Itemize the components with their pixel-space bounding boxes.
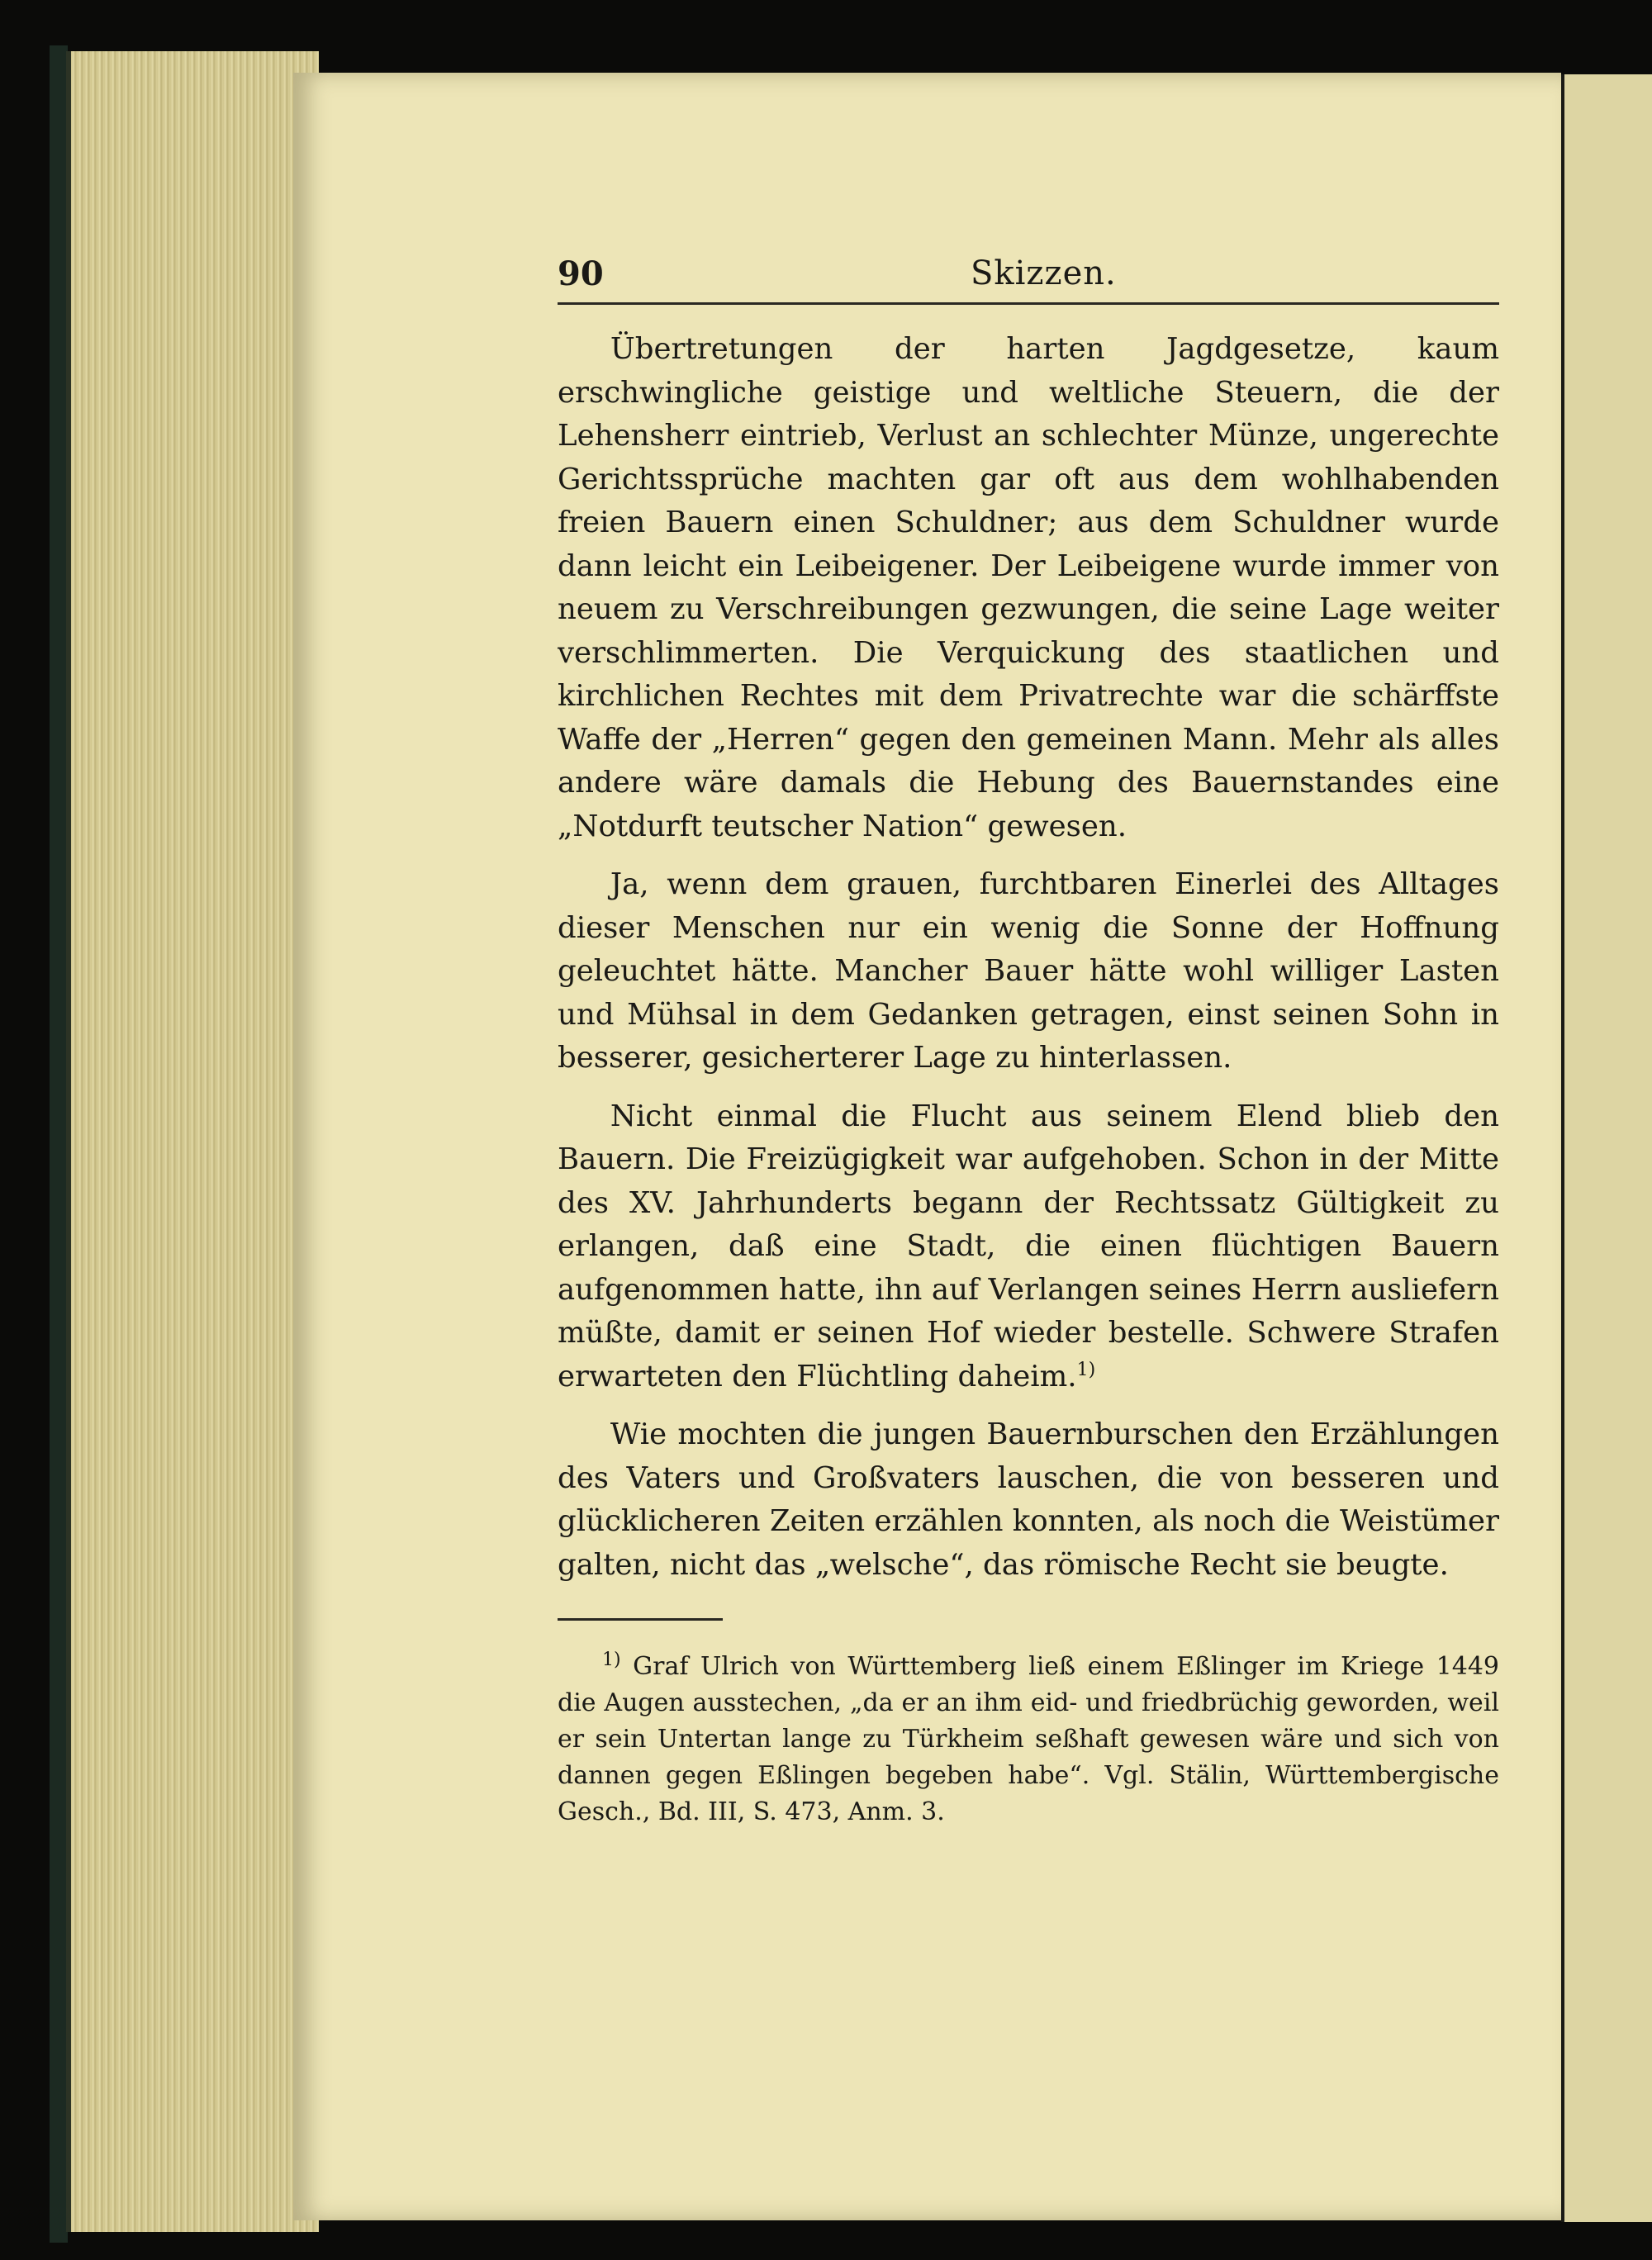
paragraph: Ja, wenn dem grauen, furchtbaren Einerlei des Alltages dieser Menschen nur ein wenig die Sonne der Hoffnung geleuchtet hätte. Mancher Bauer hätte wohl williger Lasten und Mühsal in dem Gedanken getragen, einst seinen Sohn in besserer, gesicherterer Lage zu hinterlassen. xyxy=(558,867,1499,1075)
page-stack-edge xyxy=(66,51,319,2232)
footnote-text: Graf Ulrich von Württemberg ließ einem Eßlinger im Kriege 1449 die Augen ausstechen, „da er an ihm eid- und friedbrüchig geworden, weil er sein Untertan lange zu Türkheim seßhaft gewesen wäre und sich von dannen gegen Eßlingen begeben habe“. Vgl. Stälin, Württembergische Gesch., Bd. III, S. 473, Anm. 3. xyxy=(558,1652,1499,1826)
paragraph-text: Nicht einmal die Flucht aus seinem Elend blieb den Bauern. Die Freizügigkeit war aufgehoben. Schon in der Mitte des XV. Jahrhunderts begann der Rechtssatz Gültigkeit zu erlangen, daß eine Stadt, die einen flüchtigen Bauern aufgenommen hatte, ihn auf Verlangen seines Herrn ausliefern müßte, damit er seinen Hof wieder bestelle. Schwere Strafen erwarteten den Flüchtling daheim. xyxy=(558,1099,1499,1394)
book-cover-edge xyxy=(50,45,68,2243)
paragraph: Wie mochten die jungen Bauernburschen den Erzählungen des Vaters und Großvaters lauschen, die von besseren und glücklicheren Zeiten erzählen konnten, als noch die Weistümer galten, nicht das „welsche“, das römische Recht sie beugte. xyxy=(558,1417,1499,1582)
page-content xyxy=(558,254,1499,1956)
footnote-marker: 1) xyxy=(602,1650,621,1670)
footnote-reference: 1) xyxy=(1076,1359,1096,1380)
body-text xyxy=(558,328,1499,1587)
facing-page-edge xyxy=(1561,74,1652,2222)
paragraph: Übertretungen der harten Jagdgesetze, kaum erschwingliche geistige und weltliche Steuern, die der Lehensherr eintrieb, Verlust an schlechter Münze, ungerechte Gerichtssprüche machten gar oft aus dem wohlhabenden freien Bauern einen Schuldner; aus dem Schuldner wurde dann leicht ein Leibeigener. Der Leibeigene wurde immer von neuem zu Verschreibungen gezwungen, die seine Lage weiter verschlimmerten. Die Verquickung des staatlichen und kirchlichen Rechtes mit dem Privatrechte war die schärffste Waffe der „Herren“ gegen den gemeinen Mann. Mehr als alles andere wäre damals die Hebung des Bauernstandes eine „Notdurft teutscher Nation“ gewesen. xyxy=(558,332,1499,843)
footnote-divider xyxy=(558,1618,723,1621)
book-page xyxy=(293,73,1561,2220)
paragraph xyxy=(558,1095,1499,1399)
footnote xyxy=(558,1649,1499,1830)
page-header xyxy=(558,254,1499,305)
page-number: 90 xyxy=(558,254,604,293)
running-head: Skizzen. xyxy=(971,254,1117,292)
